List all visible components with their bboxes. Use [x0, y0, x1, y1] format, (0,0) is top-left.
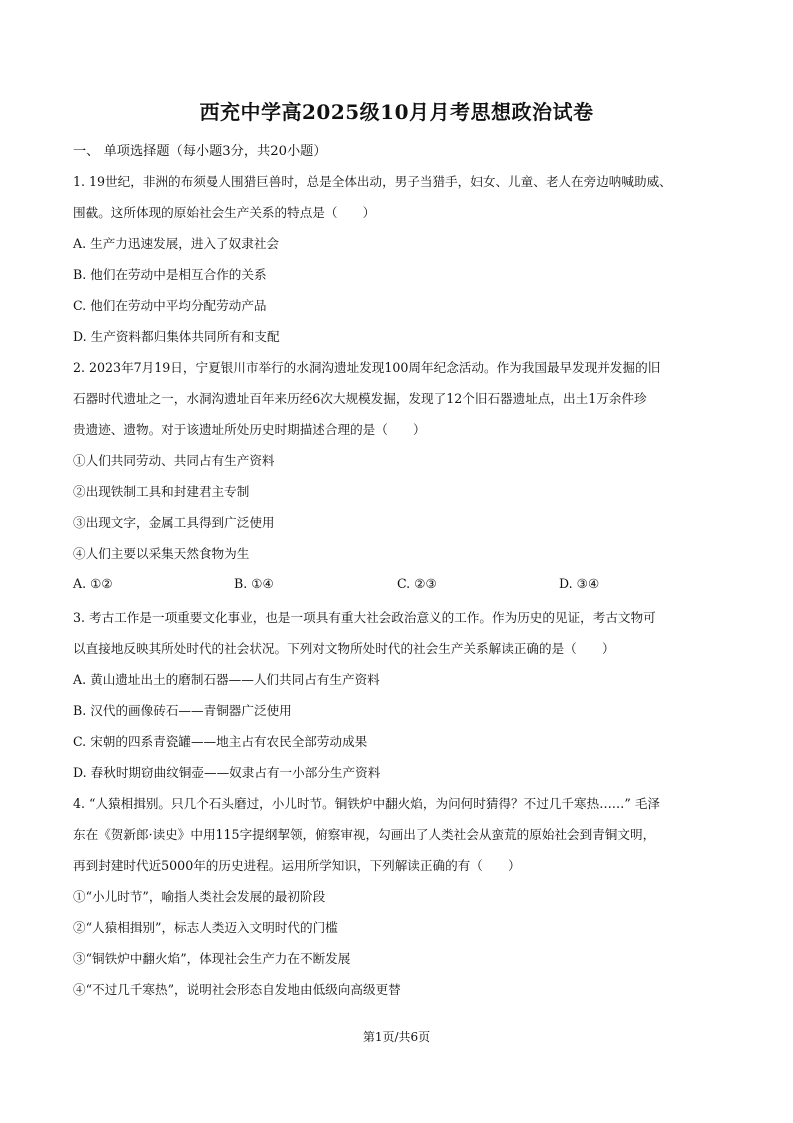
q2-choice-c: C. ②③ — [397, 576, 437, 591]
q4-stem-line-3: 再到封建时代近5000年的历史进程。运用所学知识，下列解读正确的有（ ） — [73, 858, 521, 873]
q2-statement-2: ②出现铁制工具和封建君主专制 — [73, 484, 250, 499]
page-title: 西充中学高2025级10月月考思想政治试卷 — [199, 100, 594, 124]
q1-option-b: B. 他们在劳动中是相互合作的关系 — [73, 267, 267, 282]
q2-stem-line-1: 2. 2023年7月19日，宁夏银川市举行的水洞沟遗址发现100周年纪念活动。作为我国最早发现并发掘的旧 — [73, 360, 661, 375]
q4-statement-3: ③“铜铁炉中翻火焰”，体现社会生产力在不断发展 — [73, 951, 351, 966]
q4-statement-2: ②“人猿相揖别”，标志人类迈入文明时代的门槛 — [73, 920, 338, 935]
q2-stem-line-3: 贵遗迹、遗物。对于该遗址所处历史时期描述合理的是（ ） — [73, 422, 426, 437]
q2-statement-1: ①人们共同劳动、共同占有生产资料 — [73, 453, 275, 468]
q3-option-a: A. 黄山遗址出土的磨制石器——人们共同占有生产资料 — [73, 672, 380, 687]
q2-stem-line-2: 石器时代遗址之一，水洞沟遗址百年来历经6次大规模发掘，发现了12个旧石器遗址点，出土1万余件珍 — [73, 391, 647, 406]
q3-option-d: D. 春秋时期窃曲纹铜壶——奴隶占有一小部分生产资料 — [73, 765, 381, 780]
q2-choice-a: A. ①② — [73, 576, 113, 591]
page-footer: 第1页/共6页 — [362, 1030, 431, 1044]
q4-stem-line-1: 4. “人猿相揖别。只几个石头磨过，小儿时节。铜铁炉中翻火焰，为问何时猜得？不过几千寒热……” 毛泽 — [73, 796, 661, 811]
q4-stem-line-2: 东在《贺新郎·读史》中用115字提纲挈领，俯察审视，勾画出了人类社会从蛮荒的原始社会到青铜文明， — [73, 827, 656, 842]
q1-stem-line-1: 1. 19世纪，非洲的布须曼人围猎巨兽时，总是全体出动，男子当猎手，妇女、儿童、老人在旁边呐喊助威、 — [73, 174, 672, 189]
q2-choice-d: D. ③④ — [559, 576, 600, 591]
q2-choice-b: B. ①④ — [234, 576, 274, 591]
q2-statement-4: ④人们主要以采集天然食物为生 — [73, 546, 250, 561]
q3-stem-line-2: 以直接地反映其所处时代的社会状况。下列对文物所处时代的社会生产关系解读正确的是（ ） — [73, 641, 615, 656]
q3-option-b: B. 汉代的画像砖石——青铜器广泛使用 — [73, 703, 292, 718]
q4-statement-1: ①“小儿时节”，喻指人类社会发展的最初阶段 — [73, 889, 326, 904]
q1-stem-line-2: 围截。这所体现的原始社会生产关系的特点是（ ） — [73, 205, 376, 220]
q4-statement-4: ④“不过几千寒热”，说明社会形态自发地由低级向高级更替 — [73, 982, 401, 997]
section-heading: 一、 单项选择题（每小题3分，共20小题） — [73, 144, 327, 159]
q1-option-d: D. 生产资料都归集体共同所有和支配 — [73, 329, 280, 344]
q1-option-c: C. 他们在劳动中平均分配劳动产品 — [73, 298, 267, 313]
q3-stem-line-1: 3. 考古工作是一项重要文化事业，也是一项具有重大社会政治意义的工作。作为历史的见证，考古文物可 — [73, 610, 656, 625]
q1-option-a: A. 生产力迅速发展，进入了奴隶社会 — [73, 236, 280, 251]
q2-statement-3: ③出现文字，金属工具得到广泛使用 — [73, 515, 275, 530]
q3-option-c: C. 宋朝的四系青瓷罐——地主占有农民全部劳动成果 — [73, 734, 368, 749]
